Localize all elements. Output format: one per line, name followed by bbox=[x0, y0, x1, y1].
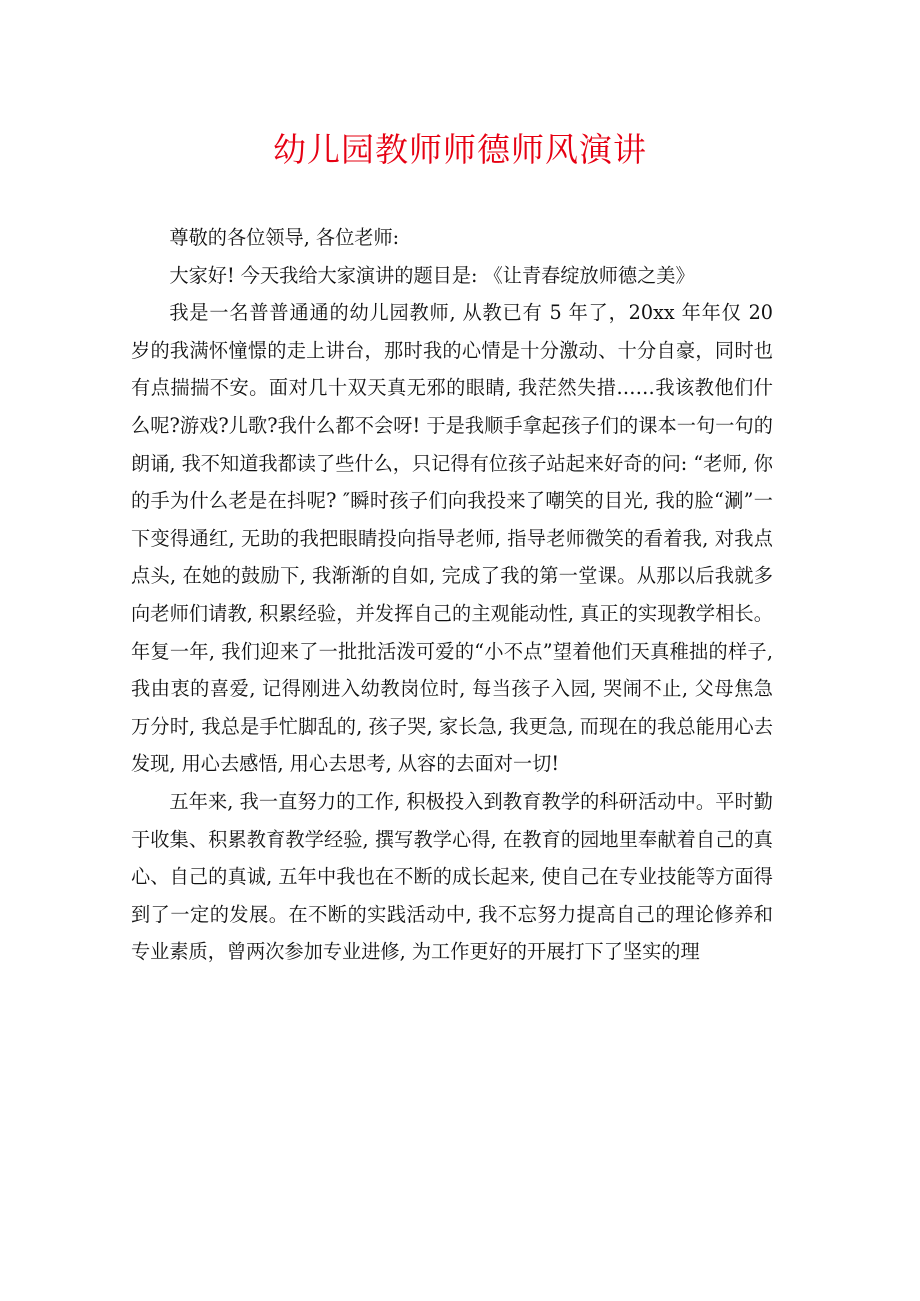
salutation-paragraph: 尊敬的各位领导, 各位老师: bbox=[169, 226, 400, 249]
greeting-paragraph: 大家好! 今天我给大家演讲的题目是: 《让青春绽放师德之美》 bbox=[169, 263, 695, 287]
body-paragraph: 我是一名普普通通的幼儿园教师, 从教已有 5 年了，20xx 年年仅 20 岁的我满怀憧憬的走上讲台，那时我的心情是十分激动、十分自豪，同时也有点揣揣不安。面对几十双天真无邪的眼睛, 我茫然失措……我该教他们什么呢?游戏?儿歌?我什么都不会呀! 于是我顺手拿起孩子们的课本一句一句的朗诵, 我不知道我都读了些什么，只记得有位孩子站起来好奇的问: “老师, 你的手为什么老是在抖呢? ″瞬时孩子们向我投来了嘲笑的目光, 我的脸“涮”一下变得通红, 无助的我把眼睛投向指导老师, 指导老师微笑的看着我, 对我点点头, 在她的鼓励下, 我渐渐的自如, 完成了我的第一堂课。从那以后我就多向老师们请教, 积累经验，并发挥自己的主观能动性, 真正的实现教学相长。年复一年, 我们迎来了一批批活泼可爱的“小不点”望着他们天真稚拙的样子, 我由衷的喜爱, 记得刚进入幼教岗位时, 每当孩子入园, 哭闹不止, 父母焦急万分时, 我总是手忙脚乱的, 孩子哭, 家长急, 我更急, 而现在的我总能用心去发现, 用心去感悟, 用心去思考, 从容的去面对一切! bbox=[131, 301, 773, 776]
body-paragraph: 五年来, 我一直努力的工作, 积极投入到教育教学的科研活动中。平时勤于收集、积累教育教学经验, 撰写教学心得, 在教育的园地里奉献着自己的真心、自己的真诚, 五年中我也在不断的成长起来, 使自己在专业技能等方面得到了一定的发展。在不断的实践活动中, 我不忘努力提高自己的理论修养和专业素质，曾两次参加专业进修, 为工作更好的开展打下了坚实的理 bbox=[131, 789, 773, 964]
document-body bbox=[131, 219, 773, 971]
document-title: 幼儿园教师师德师风演讲 bbox=[273, 130, 647, 169]
